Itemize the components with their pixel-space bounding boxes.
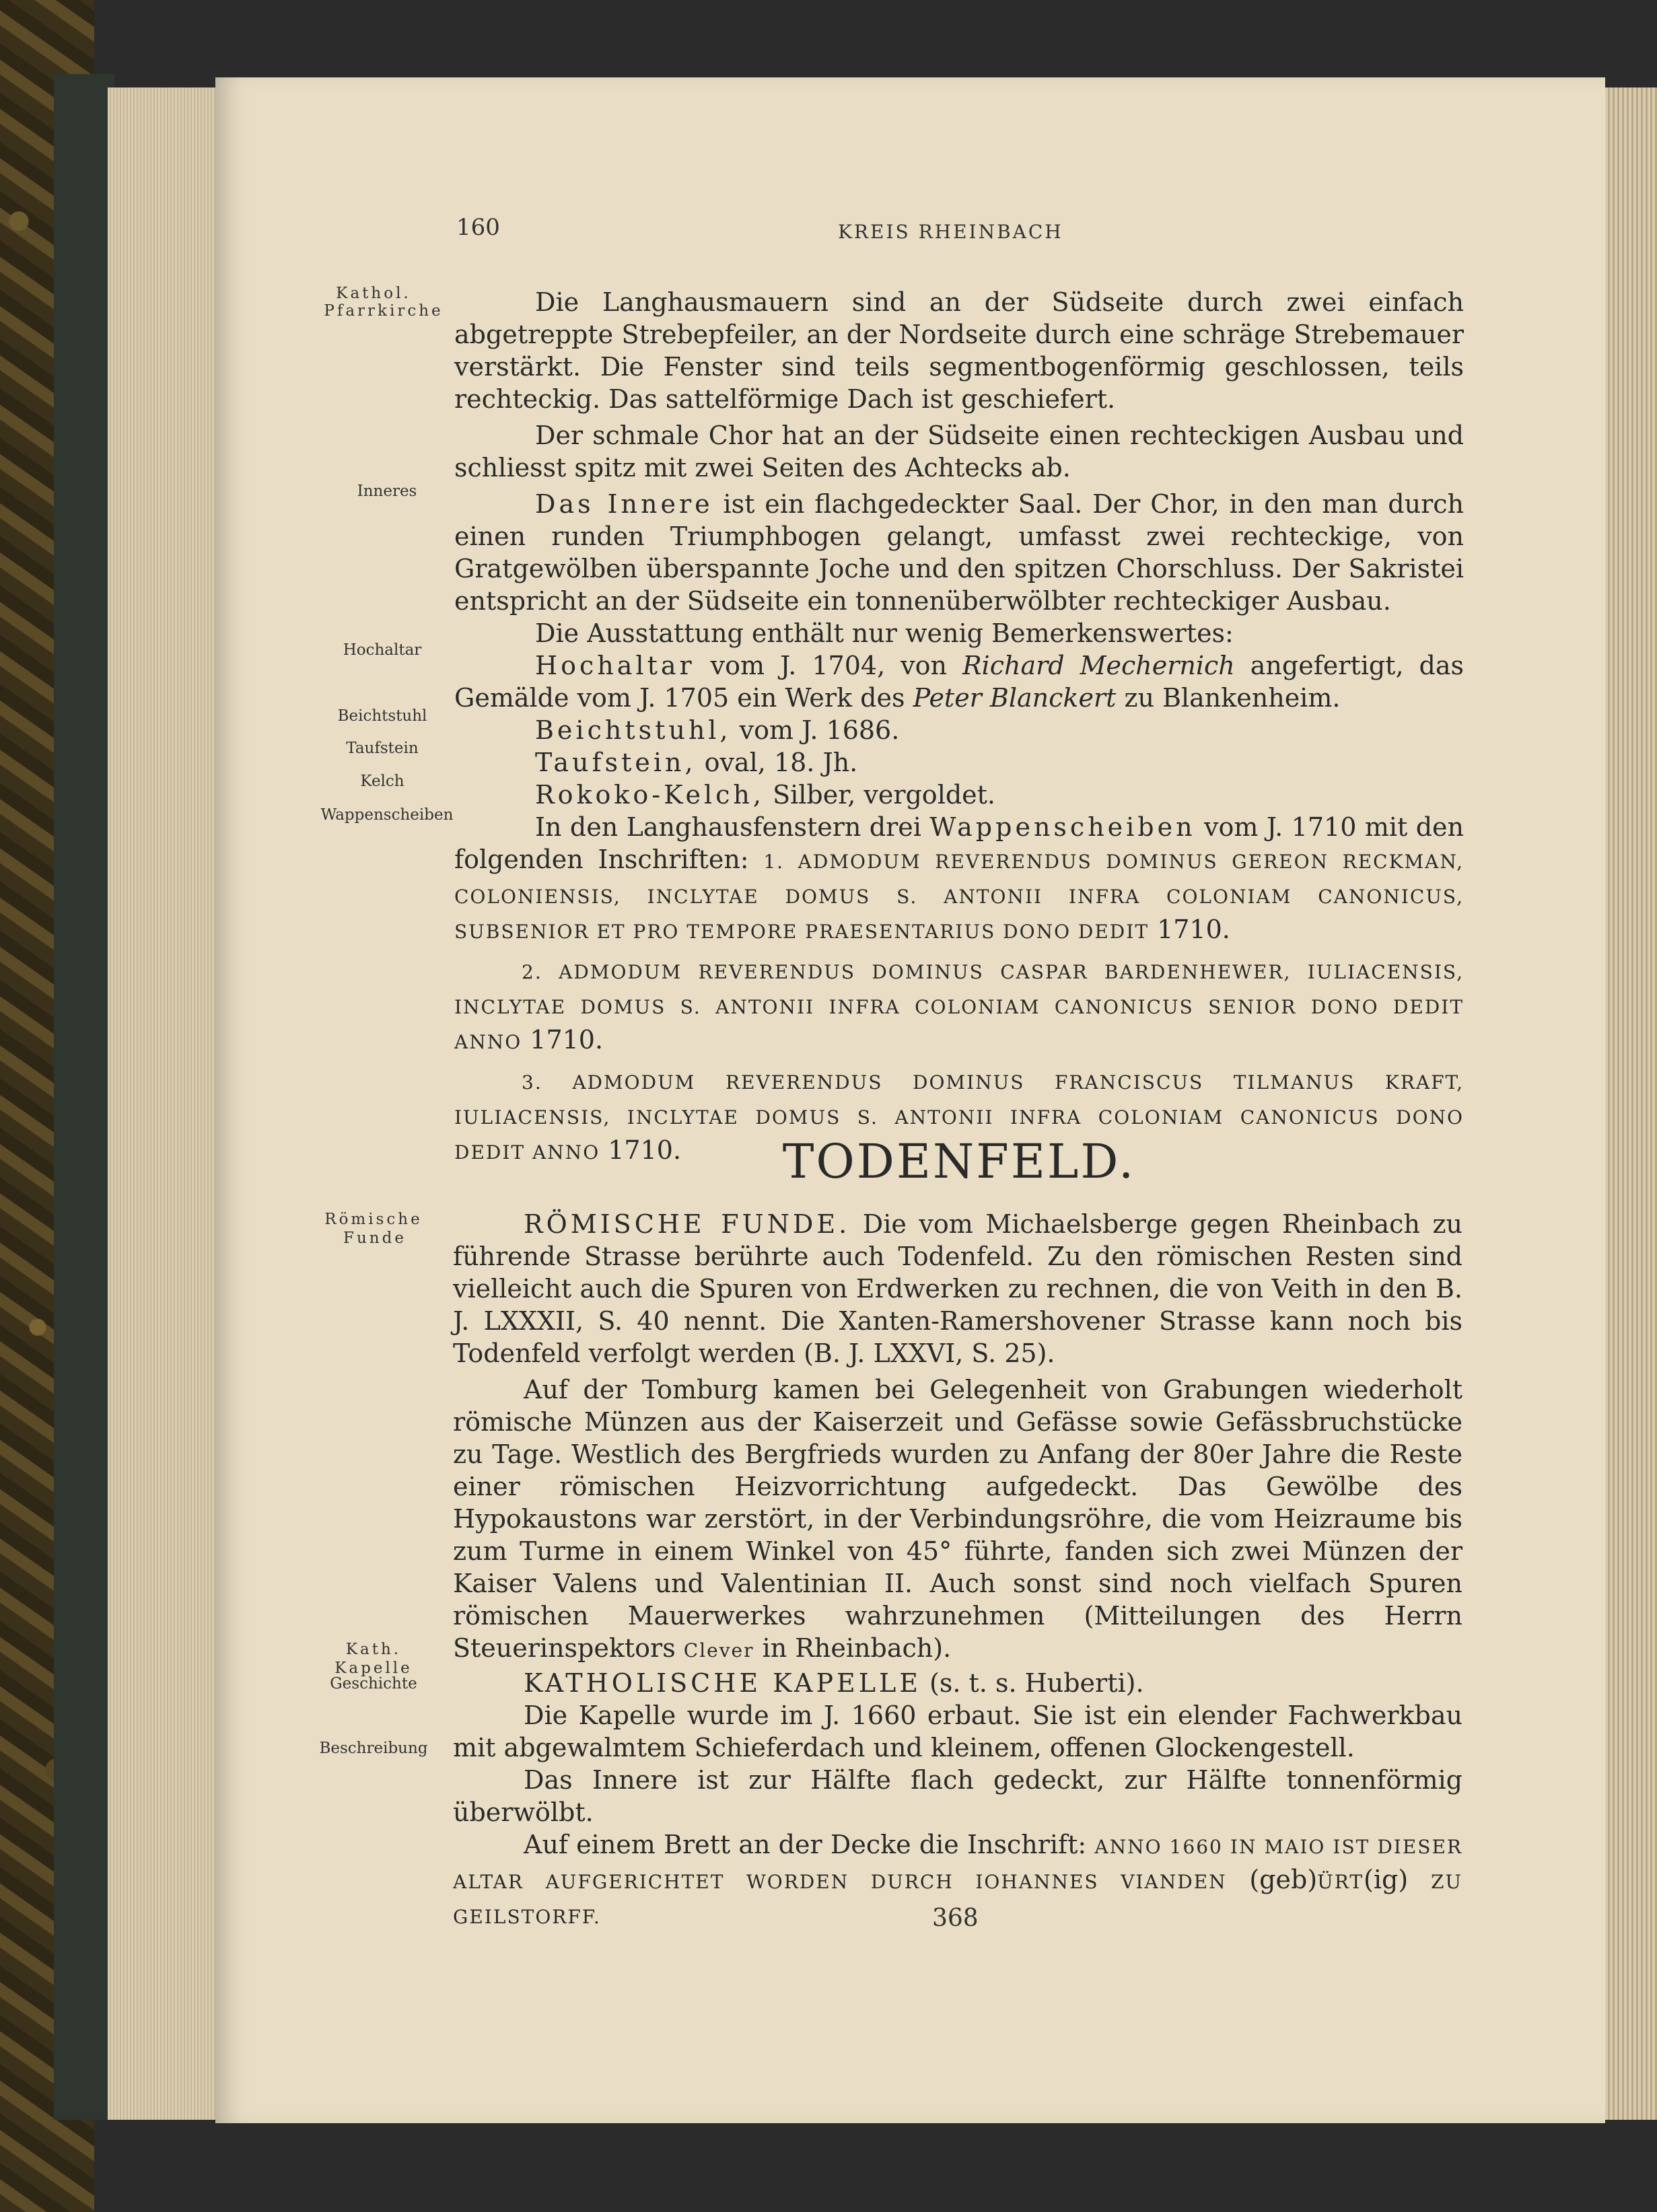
inscription-2-year: 1710. <box>522 1025 604 1055</box>
text-kapelle: (s. t. s. Huberti). <box>921 1668 1144 1698</box>
upper-body-text <box>454 286 1464 1169</box>
page-edges-right <box>1605 87 1657 2120</box>
margin-note-pfarrkirche: Pfarrkirche <box>324 302 444 320</box>
paragraph-beichtstuhl <box>454 714 1464 746</box>
paragraph-langhausmauern: Die Langhausmauern sind an der Südseite durch zwei einfach abgetreppte Strebepfeiler, an der Nordseite durch eine schräge Strebemauer verstärkt. Die Fenster sind teils segmentbogenförmig geschlossen, teils rechteckig. Das sattelförmige Dach ist geschiefert. <box>454 287 1464 414</box>
name-blanckert: Peter Blanckert <box>913 683 1117 713</box>
margin-note-geschichte: Geschichte <box>330 1675 417 1692</box>
text-hochaltar-b: angefertigt, das Gemälde vom J. 1705 ein Werk des <box>454 651 1464 713</box>
text-beichtstuhl: vom J. 1686. <box>731 715 900 745</box>
lead-hochaltar: Hochaltar <box>535 651 695 680</box>
lead-kapelle: KATHOLISCHE KAPELLE <box>524 1668 921 1698</box>
margin-note-kathol: Kathol. <box>336 285 411 302</box>
text-inschrift-a: Auf einem Brett an der Decke die Inschrift: <box>524 1830 1095 1859</box>
margin-note-kath-kapelle: Kath. Kapelle <box>334 1641 413 1677</box>
text-inschrift-c: (ig) <box>1364 1865 1431 1894</box>
lead-inneres: Das Innere <box>535 489 713 519</box>
lead-taufstein: Taufstein, <box>535 748 697 777</box>
section-heading: TODENFELD. <box>782 1134 1136 1189</box>
text-wappen-a: In den Langhausfenstern drei <box>535 812 930 842</box>
paragraph-kelch <box>454 779 1464 811</box>
text-roemische-funde: Die vom Michaelsberge gegen Rheinbach zu führende Strasse berührte auch Todenfeld. Zu den römischen Resten sind vielleicht auch die Spuren von Erdwerken zu rechnen, die von Veith in den B. J. LXXXII, S. 40 nennt. Die Xanten-Ramershovener Strasse kann noch bis Todenfeld verfolgt werden (B. J. LXXVI, S. 25). <box>453 1209 1462 1368</box>
margin-note-wappenscheiben: Wappenscheiben <box>320 806 454 824</box>
inscription-1: 1. ADMODUM REVERENDUS DOMINUS GEREON RECKMAN, COLONIENSIS, INCLYTAE DOMUS S. ANTONII INFRA COLONIAM CANONICUS, SUBSENIOR ET PRO TEMPORE PRAESENTARIUS DONO DEDIT <box>454 851 1464 943</box>
paragraph-taufstein <box>454 746 1464 779</box>
lead-kelch: Rokoko-Kelch, <box>535 780 765 810</box>
inscription-kapelle: ANNO 1660 IN MAIO IST DIESER ALTAR AUFGERICHTET WORDEN DURCH IOHANNES VIANDEN <box>453 1836 1462 1893</box>
book-cover-board <box>54 74 114 2120</box>
paragraph-inneres <box>454 488 1464 617</box>
margin-note-roemische: Römische <box>324 1211 423 1228</box>
margin-note-beichtstuhl: Beichtstuhl <box>337 707 427 725</box>
inscription-3-year: 1710. <box>600 1135 682 1165</box>
text-inschrift-b: (geb) <box>1226 1865 1318 1894</box>
name-mechernich: Richard Mechernich <box>962 651 1235 680</box>
text-hochaltar-c: zu Blankenheim. <box>1116 683 1341 713</box>
header-page-number: 160 <box>456 214 500 241</box>
paragraph-wappenscheiben <box>454 811 1464 948</box>
paragraph-ausstattung: Die Ausstattung enthält nur wenig Bemerkenswertes: <box>535 618 1234 648</box>
paragraph-roemische-funde <box>453 1208 1462 1369</box>
paragraph-kapelle-geschichte: Die Kapelle wurde im J. 1660 erbaut. Sie ist ein elender Fachwerkbau mit abgewalmtem Schieferdach und kleinem, offenen Glockengestell. <box>453 1701 1462 1762</box>
margin-note-inneres: Inneres <box>357 483 417 500</box>
name-clever: Clever <box>683 1639 754 1662</box>
paragraph-kapelle <box>453 1667 1462 1699</box>
page-edges-left <box>108 87 229 2120</box>
paragraph-kapelle-inneres: Das Innere ist zur Hälfte flach gedeckt, zur Hälfte tonnenförmig überwölbt. <box>453 1765 1462 1827</box>
lead-beichtstuhl: Beichtstuhl, <box>535 715 732 745</box>
text-tomburg-b: in Rheinbach). <box>754 1633 952 1663</box>
paragraph-tomburg <box>453 1373 1462 1667</box>
inscription-kapelle-3: ZU GEILSTORFF. <box>453 1871 1462 1928</box>
inscription-kapelle-2: ÜRT <box>1317 1871 1364 1893</box>
lower-body-text <box>453 1208 1462 1933</box>
running-title: KREIS RHEINBACH <box>838 221 1063 243</box>
text-taufstein: oval, 18. Jh. <box>696 748 858 777</box>
margin-note-taufstein: Taufstein <box>346 740 419 757</box>
text-hochaltar-a: vom J. 1704, von <box>695 651 962 680</box>
margin-note-beschreibung: Beschreibung <box>319 1740 428 1757</box>
lead-roemische-funde: RÖMISCHE FUNDE. <box>524 1209 851 1239</box>
margin-note-kelch: Kelch <box>360 773 404 790</box>
lead-wappenscheiben: Wappenscheiben <box>929 812 1196 842</box>
paragraph-chor: Der schmale Chor hat an der Südseite einen rechteckigen Ausbau und schliesst spitz mit zwei Seiten des Achtecks ab. <box>454 421 1464 483</box>
inscription-2: 2. ADMODUM REVERENDUS DOMINUS CASPAR BARDENHEWER, IULIACENSIS, INCLYTAE DOMUS S. ANTONII INFRA COLONIAM CANONICUS SENIOR DONO DEDIT ANNO <box>454 961 1464 1053</box>
footer-page-number: 368 <box>932 1904 979 1932</box>
inscription-1-year: 1710. <box>1149 915 1230 944</box>
paragraph-inscription-2 <box>454 954 1464 1059</box>
margin-note-funde: Funde <box>343 1229 407 1247</box>
text-inneres: ist ein flachgedeckter Saal. Der Chor, in den man durch einen runden Triumphbogen gelangt, umfasst zwei rechteckige, von Gratgewölben überspannte Joche und den spitzen Chorschluss. Der Sakristei entspricht an der Südseite ein tonnenüberwölbter rechteckiger Ausbau. <box>454 489 1464 616</box>
text-kelch: Silber, vergoldet. <box>764 780 996 810</box>
text-wappen-b: vom J. 1710 mit den folgenden Inschriften: <box>454 812 1465 874</box>
margin-note-hochaltar: Hochaltar <box>343 641 422 659</box>
text-tomburg-a: Auf der Tomburg kamen bei Gelegenheit von Grabungen wiederholt römische Münzen aus der Kaiserzeit und Gefässe sowie Gefässbruchstücke zu Tage. Westlich des Bergfrieds wurden zu Anfang der 80er Jahre die Reste einer römischen Heizvorrichtung aufgedeckt. Das Gewölbe des Hypokaustons war zerstört, in der Verbindungsröhre, die vom Heizraume bis zum Turme in einem Winkel von 45° führte, fanden sich zwei Münzen der Kaiser Valens und Valentinian II. Auch sonst sind noch vielfach Spuren römischen Mauerwerkes wahrzunehmen (Mitteilungen des Herrn Steuerinspektors <box>453 1375 1462 1663</box>
inscription-3: 3. ADMODUM REVERENDUS DOMINUS FRANCISCUS TILMANUS KRAFT, IULIACENSIS, INCLYTAE DOMUS S. ANTONII INFRA COLONIAM CANONICUS DONO DEDIT ANNO <box>454 1071 1464 1164</box>
paragraph-hochaltar <box>454 649 1464 714</box>
